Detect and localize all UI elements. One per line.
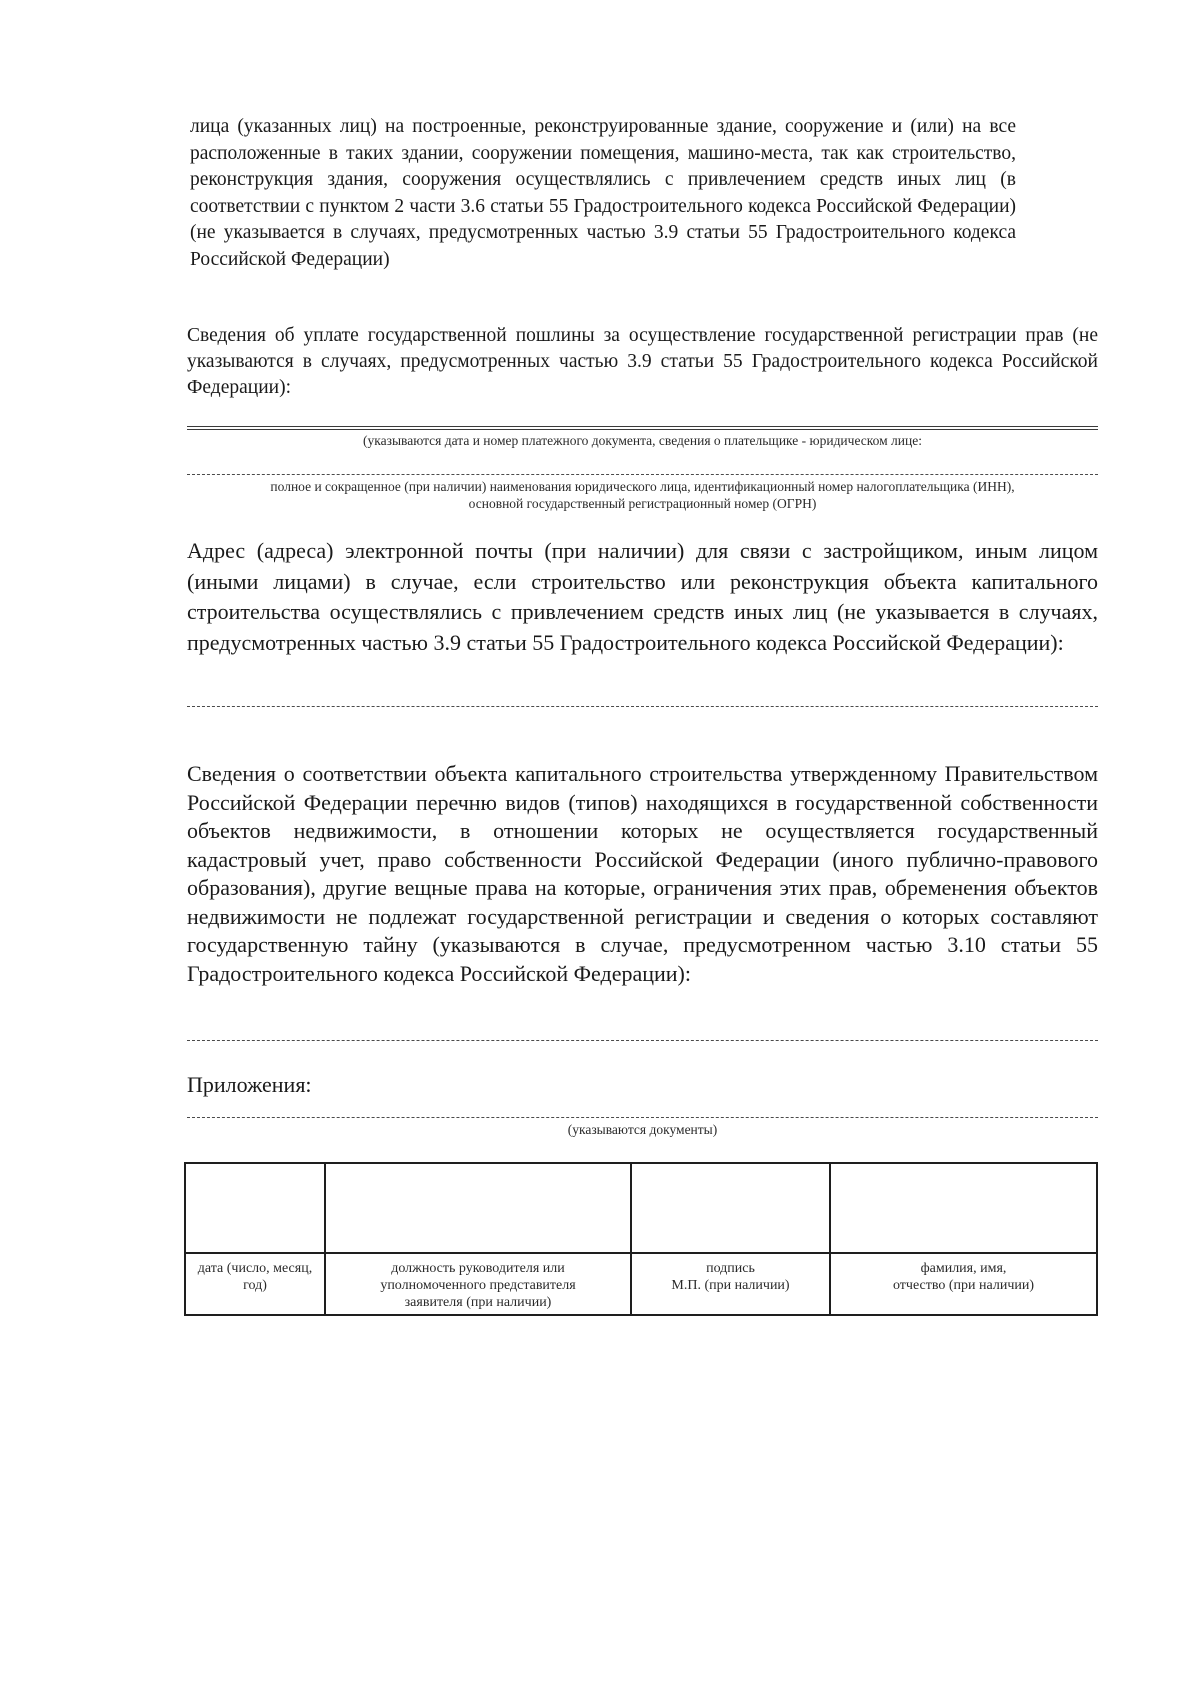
- full-name-caption-line1: фамилия, имя,: [920, 1261, 1007, 1276]
- position-caption-line3: заявителя (при наличии): [404, 1295, 552, 1310]
- full-name-caption-line2: отчество (при наличии): [892, 1278, 1035, 1293]
- documents-hint: (указываются документы): [567, 1122, 718, 1137]
- payment-line[interactable]: [187, 429, 1098, 430]
- legal-entity-hint-line2: основной государственный регистрационный номер (ОГРН): [468, 496, 817, 511]
- full-name-caption: [830, 1253, 1097, 1315]
- legal-entity-line[interactable]: [187, 474, 1098, 475]
- signature-table: [184, 1162, 1098, 1316]
- legal-entity-hint-line1: полное и сокращенное (при наличии) наименования юридического лица, идентификационный номер налогоплательщика (ИНН),: [270, 479, 1015, 494]
- signature-captions-row: [185, 1253, 1097, 1315]
- signature-field[interactable]: [631, 1163, 830, 1253]
- date-caption-line1: дата (число, месяц,: [197, 1261, 313, 1276]
- date-caption: [185, 1253, 325, 1315]
- state-duty-paragraph: Сведения об уплате государственной пошлины за осуществление государственной регистрации прав (не указываются в случаях, предусмотренных частью 3.9 статьи 55 Градостроительного кодекса Российской Федерации):: [187, 325, 1098, 398]
- position-caption: [325, 1253, 631, 1315]
- signature-caption-line2: М.П. (при наличии): [671, 1278, 790, 1293]
- email-address-paragraph: Адрес (адреса) электронной почты (при наличии) для связи с застройщиком, иным лицом (иными лицами) в случае, если строительство или реконструкция объекта капитального строительства осуществлялись с привлечением средств иных лиц (не указывается в случаях, предусмотренных частью 3.9 статьи 55 Градостроительного кодекса Российской Федерации):: [187, 538, 1098, 655]
- payment-doc-hint: (указываются дата и номер платежного документа, сведения о плательщике - юридическом лице:: [363, 433, 922, 448]
- builders-rights-paragraph: лица (указанных лиц) на построенные, реконструированные здание, сооружение и (или) на все расположенные в таких здании, сооружении помещения, машино-места, так как строительство, реконструкция здания, сооружения осуществлялись с привлечением средств иных лиц (в соответствии с пунктом 2 части 3.6 статьи 55 Градостроительного кодекса Российской Федерации) (не указывается в случаях, предусмотренных частью 3.9 статьи 55 Градостроительного кодекса Российской Федерации): [190, 116, 1016, 270]
- date-caption-line2: год): [243, 1278, 267, 1293]
- signature-fields-row: [185, 1163, 1097, 1253]
- position-caption-line2: уполномоченного представителя: [380, 1278, 576, 1293]
- full-name-field[interactable]: [830, 1163, 1097, 1253]
- email-address-line[interactable]: [187, 706, 1098, 707]
- signature-caption-line1: подпись: [706, 1261, 755, 1276]
- state-secret-line[interactable]: [187, 1040, 1098, 1041]
- date-field[interactable]: [185, 1163, 325, 1253]
- documents-line[interactable]: [187, 1117, 1098, 1118]
- state-secret-paragraph: Сведения о соответствии объекта капитального строительства утвержденному Правительством Российской Федерации перечню видов (типов) находящихся в государственной собственности объектов недвижимости, в отношении которых не осуществляется государственный кадастровый учет, право собственности Российской Федерации (иного публично-правового образования), другие вещные права на которые, ограничения этих прав, обременения объектов недвижимости не подлежат государственной регистрации и сведения о которых составляют государственную тайну (указываются в случае, предусмотренном частью 3.10 статьи 55 Градостроительного кодекса Российской Федерации):: [187, 761, 1098, 986]
- attachments-heading: Приложения:: [187, 1072, 312, 1097]
- signature-caption: [631, 1253, 830, 1315]
- position-field[interactable]: [325, 1163, 631, 1253]
- payment-line-top: [187, 426, 1098, 427]
- position-caption-line1: должность руководителя или: [391, 1261, 565, 1276]
